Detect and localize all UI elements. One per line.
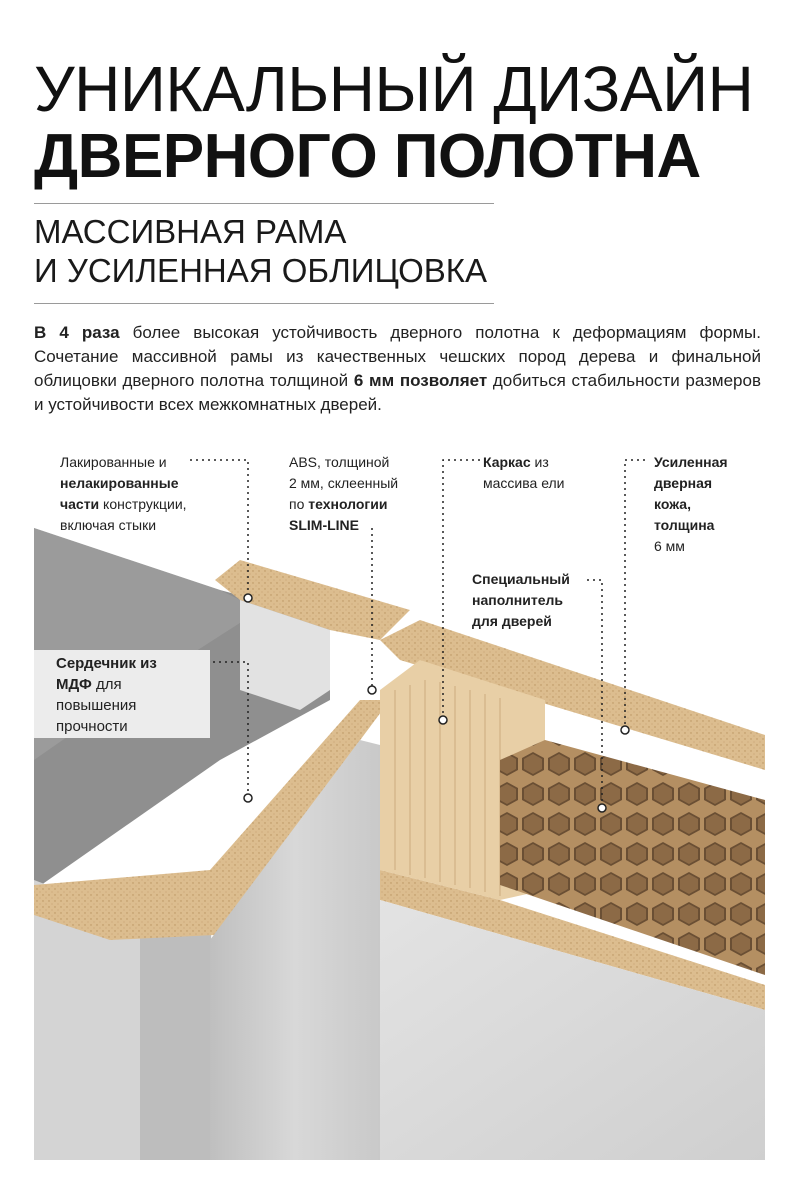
intro-paragraph: В 4 раза более высокая устойчивость дверного полотна к деформациям формы. Сочетание массивной рамы из качественных чешских пород дерева и финальной облицовки дверного полотна толщиной 6 мм позволяет добиться стабильности размеров и устойчивости всех межкомнатных дверей. [34,323,761,414]
subtitle-line1: МАССИВНАЯ РАМА [34,213,347,250]
callout-skin: Усиленная дверная кожа, толщина 6 мм [654,454,728,554]
subtitle-line2: И УСИЛЕННАЯ ОБЛИЦОВКА [34,252,488,289]
callout-filler: Специальный наполнитель для дверей [472,571,570,629]
page-title-line2: ДВЕРНОГО ПОЛОТНА [34,122,701,191]
callout-lacquered: Лакированные и нелакированные части конструкции, включая стыки [60,454,187,533]
page-title-line1: УНИКАЛЬНЫЙ ДИЗАЙН [34,53,754,125]
callout-abs: ABS, толщиной 2 мм, склеенный по технологии SLIM-LINE [289,454,399,533]
callout-frame: Каркас из массива ели [483,454,565,491]
callout-core-box [34,650,210,738]
callout-core: Сердечник из МДФ для повышения прочности [56,655,157,735]
